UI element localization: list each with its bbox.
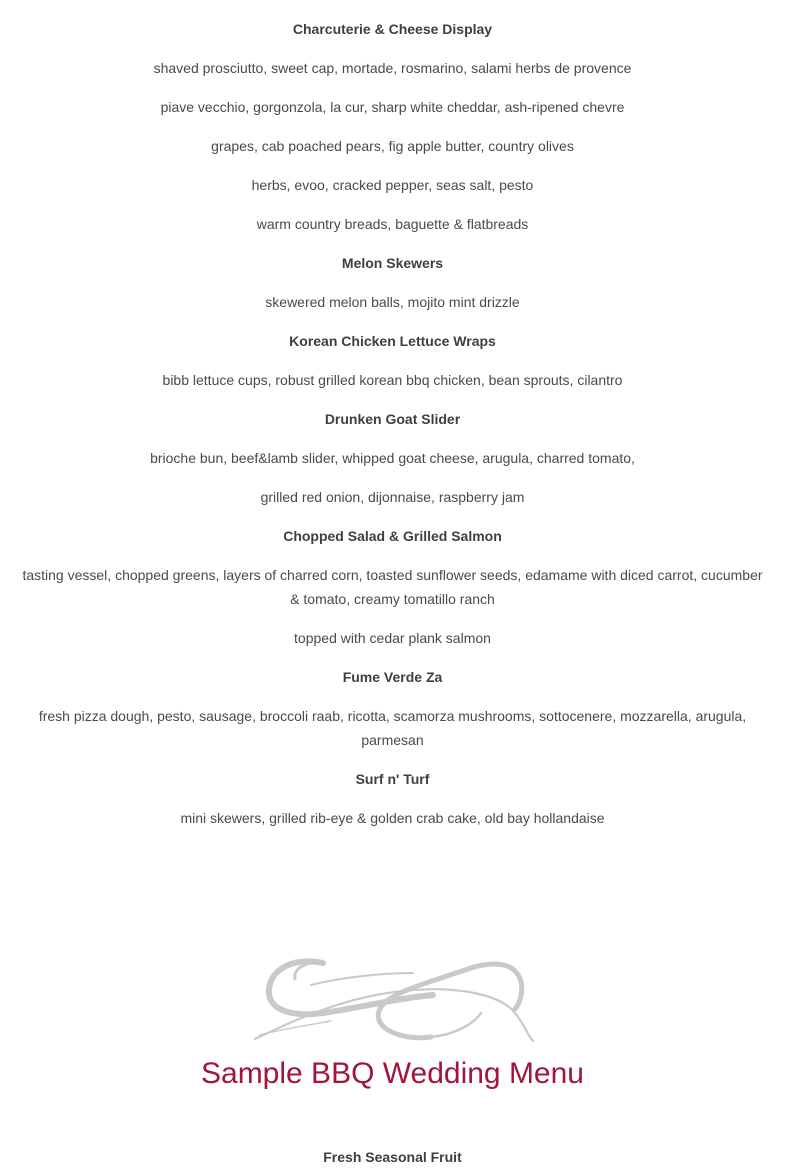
- menu-item-description: warm country breads, baguette & flatbreads: [256, 216, 529, 232]
- menu-item-description: grapes, cab poached pears, fig apple butter, country olives: [211, 138, 574, 154]
- menu-item-heading: Surf n' Turf: [355, 771, 430, 787]
- menu-item-heading: Melon Skewers: [341, 255, 444, 271]
- menu-item-heading: Fume Verde Za: [342, 669, 443, 685]
- menu-item-heading: Chopped Salad & Grilled Salmon: [283, 528, 502, 544]
- flourish-swirl-icon: [253, 955, 535, 1045]
- menu-item-description: bibb lettuce cups, robust grilled korean bbq chicken, bean sprouts, cilantro: [162, 372, 623, 388]
- menu-item-description: tasting vessel, chopped greens, layers of charred corn, toasted sunflower seeds, edamame with diced carrot, cucumber & tomato, creamy tomatillo ranch: [22, 567, 763, 607]
- menu-item-description: mini skewers, grilled rib-eye & golden crab cake, old bay hollandaise: [180, 810, 605, 826]
- menu-item-description: brioche bun, beef&lamb slider, whipped goat cheese, arugula, charred tomato,: [150, 450, 635, 466]
- menu-item-heading: Charcuterie & Cheese Display: [292, 21, 493, 37]
- menu-item-description: grilled red onion, dijonnaise, raspberry jam: [260, 489, 525, 505]
- menu-item-description: shaved prosciutto, sweet cap, mortade, rosmarino, salami herbs de provence: [153, 60, 632, 76]
- menu-items-section: [0, 17, 785, 845]
- menu-item-description: topped with cedar plank salmon: [294, 630, 491, 646]
- menu-item-heading: Korean Chicken Lettuce Wraps: [289, 333, 496, 349]
- menu-item-description: herbs, evoo, cracked pepper, seas salt, pesto: [251, 177, 534, 193]
- menu-item-heading: Drunken Goat Slider: [324, 411, 461, 427]
- menu-item-heading: Fresh Seasonal Fruit: [323, 1149, 462, 1165]
- menu-item-description: fresh pizza dough, pesto, sausage, broccoli raab, ricotta, scamorza mushrooms, sottocenere, mozzarella, arugula, parmesan: [38, 708, 747, 748]
- menu-item-description: piave vecchio, gorgonzola, la cur, sharp white cheddar, ash-ripened chevre: [160, 99, 625, 115]
- menu-item-description: skewered melon balls, mojito mint drizzle: [265, 294, 520, 310]
- section-title: Sample BBQ Wedding Menu: [201, 1057, 584, 1090]
